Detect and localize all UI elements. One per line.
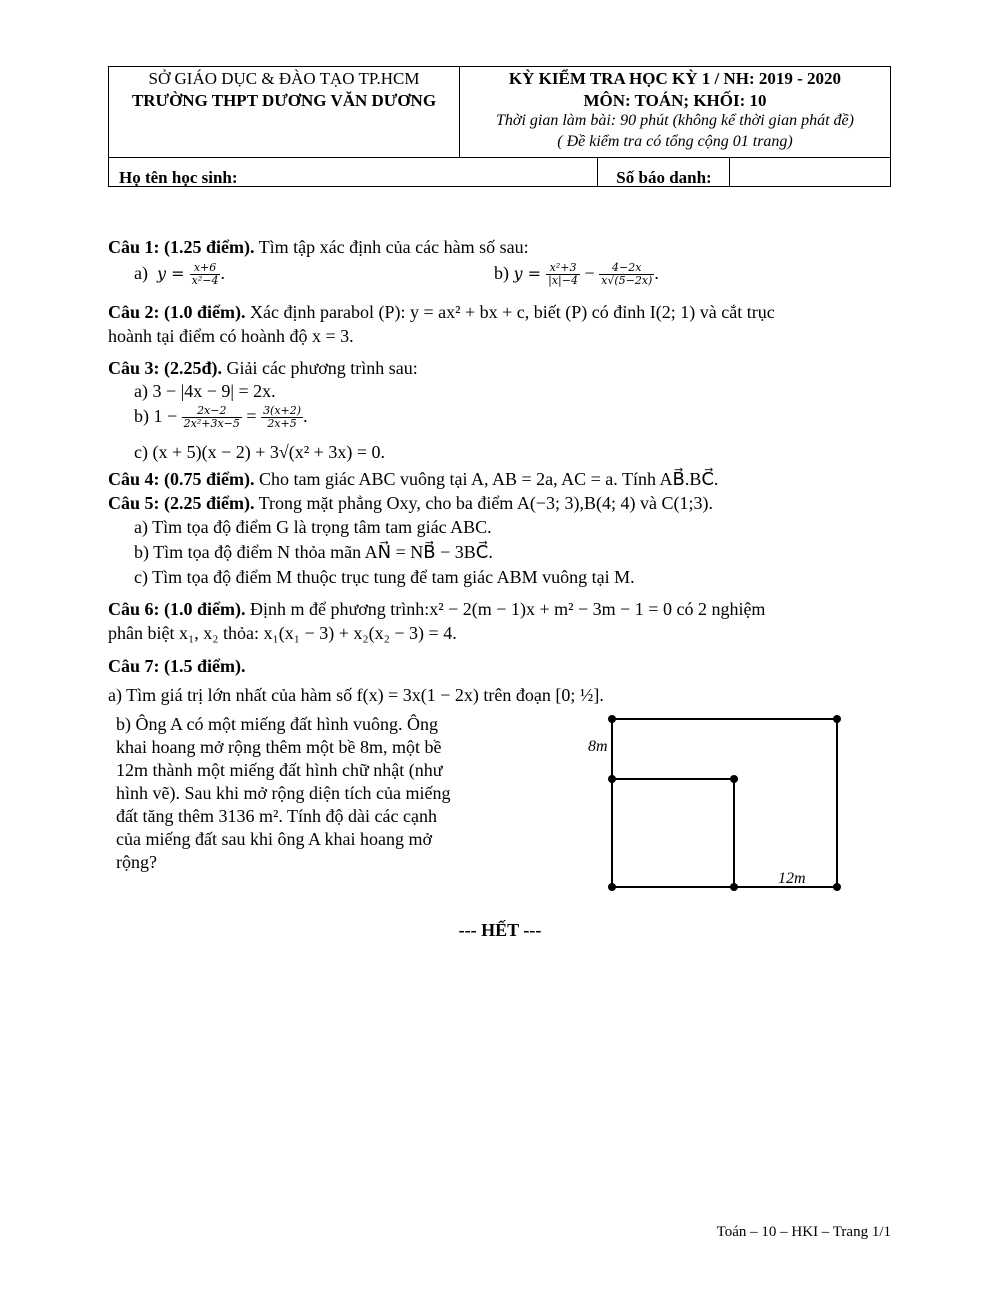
q1a-expr: y = [156,264,190,283]
q7b-text [116,713,450,874]
header-row-divider [109,157,890,158]
q5c: c) Tìm tọa độ điểm M thuộc trục tung để tam giác ABM vuông tại M. [134,567,635,587]
q6-line [108,598,765,620]
q7-label: Câu 7: (1.5 điểm). [108,656,246,676]
vertex-dot [730,775,738,783]
q1b-num2: 4−2x [599,262,654,275]
school-name: TRƯỜNG THPT DƯƠNG VĂN DƯƠNG [131,91,437,110]
q1a-label: a) [134,263,148,283]
subject: MÔN: TOÁN; KHỐI: 10 [583,91,767,110]
q3-line [108,357,418,379]
q3b: b) 1 − $\frac{2x-2}{\text{2x²+3x−5}}$ = $\frac{3(x+2)}{2x+5}$ . [134,404,308,431]
q2-line [108,301,775,323]
vertex-dot [833,715,841,723]
q4-text: Cho tam giác ABC vuông tại A, AB = 2a, AC = a. Tính AB⃗.BC⃗. [254,469,719,489]
q1a-den: x²−4 [191,274,219,288]
q3b-den2: 2x+5 [267,417,297,431]
q5-text: Trong mặt phẳng Oxy, cho ba điểm A(−3; 3),B(4; 4) và C(1;3). [254,493,713,513]
q1b-fraction-2 [599,262,654,287]
q7b-line: của miếng đất sau khi ông A khai hoang mở [116,829,432,849]
q7b-line: hình vẽ). Sau khi mở rộng diện tích của miếng [116,783,451,803]
q5-label: Câu 5: (2.25 điểm). [108,493,255,513]
q1b-label: b) [494,263,509,283]
q3b-den1: 2x²+3x−5 [183,417,240,431]
q5a: a) Tìm tọa độ điểm G là trọng tâm tam giác ABC. [134,517,492,537]
vertex-dot [608,775,616,783]
student-name-label: Họ tên học sinh: [119,168,238,187]
q1-text: Tìm tập xác định của các hàm số sau: [254,237,529,257]
q1b: b) y = $\frac{\text{x²+3}}{|x|-4}$ − $\frac{4-2x}{x√(5-2x)}$ . [494,261,659,288]
exam-time: Thời gian làm bài: 90 phút (không kể thời gian phát đề) [496,112,854,129]
q3b-num2: 3(x+2) [263,404,302,418]
q3-label: Câu 3: (2.25đ). [108,358,223,378]
q5-line [108,492,713,514]
q1a: a) y = $\frac{x+6}{\text{x²−4}}$ . [134,261,225,288]
label-8m: 8m [588,738,608,755]
exam-title: KỲ KIỂM TRA HỌC KỲ 1 / NH: 2019 - 2020 [508,69,842,88]
q7b-line: 12m thành một miếng đất hình chữ nhật (như [116,760,443,780]
q3b-pre: b) 1 − [134,406,182,426]
q3-text: Giải các phương trình sau: [222,358,418,378]
vertex-dot [608,715,616,723]
q3b-eq: = [241,406,262,426]
q1b-num1: x²+3 [546,262,580,275]
inner-square [612,779,734,887]
header-divider [729,157,730,187]
q1-line [108,236,529,258]
land-figure [580,705,860,900]
q3b-fraction-1 [182,405,242,430]
q2-line-2: hoành tại điểm có hoành độ x = 3. [108,326,354,346]
q7b-line: đất tăng thêm 3136 m². Tính độ dài các cạnh [116,806,437,826]
q7b-line: b) Ông A có một miếng đất hình vuông. Ông [116,714,438,734]
header-divider [597,157,598,187]
q2-text: Xác định parabol (P): y = ax² + bx + c, biết (P) có đỉnh I(2; 1) và cắt trục [245,302,775,322]
q4-line [108,468,718,490]
student-id-label: Số báo danh: [616,168,712,187]
vertex-dot [730,883,738,891]
q7b-line: khai hoang mở rộng thêm một bề 8m, một bề [116,737,442,757]
header-table [108,66,891,187]
dept-name: SỞ GIÁO DỤC & ĐÀO TẠO TP.HCM [148,69,420,88]
q6-line-2: phân biệt x₁, x₂ thỏa: x₁(x₁ − 3) + x₂(x₂ − 3) = 4. [108,623,457,643]
q1a-num: x+6 [190,262,221,275]
label-12m: 12m [778,870,806,887]
q1b-fraction-1 [546,262,580,287]
q6-text: Định m để phương trình:x² − 2(m − 1)x + m² − 3m − 1 = 0 có 2 nghiệm [245,599,766,619]
q7b-line: rộng? [116,852,157,872]
q1b-expr: y = [513,264,547,283]
q1b-den1: |x|−4 [548,274,578,288]
page-footer: Toán – 10 – HKI – Trang 1/1 [716,1224,891,1240]
q2-label: Câu 2: (1.0 điểm). [108,302,246,322]
q3c: c) (x + 5)(x − 2) + 3√(x² + 3x) = 0. [134,442,385,462]
q3b-fraction-2 [261,405,303,430]
q6-label: Câu 6: (1.0 điểm). [108,599,246,619]
end-marker: --- HẾT --- [458,920,542,940]
vertex-dot [608,883,616,891]
q7a: a) Tìm giá trị lớn nhất của hàm số f(x) = 3x(1 − 2x) trên đoạn [0; ½]. [108,685,604,705]
q1b-den2: x√(5−2x) [601,274,653,288]
q3a: a) 3 − |4x − 9| = 2x. [134,381,276,401]
vertex-dot [833,883,841,891]
q1a-fraction [190,262,221,287]
outer-rectangle [612,719,837,887]
q5b: b) Tìm tọa độ điểm N thỏa mãn AN⃗ = NB⃗ − 3BC⃗. [134,542,493,562]
q3b-num1: 2x−2 [182,405,242,418]
q4-label: Câu 4: (0.75 điểm). [108,469,255,489]
page-count: ( Đề kiểm tra có tổng cộng 01 trang) [557,133,793,150]
q1-label: Câu 1: (1.25 điểm). [108,237,255,257]
